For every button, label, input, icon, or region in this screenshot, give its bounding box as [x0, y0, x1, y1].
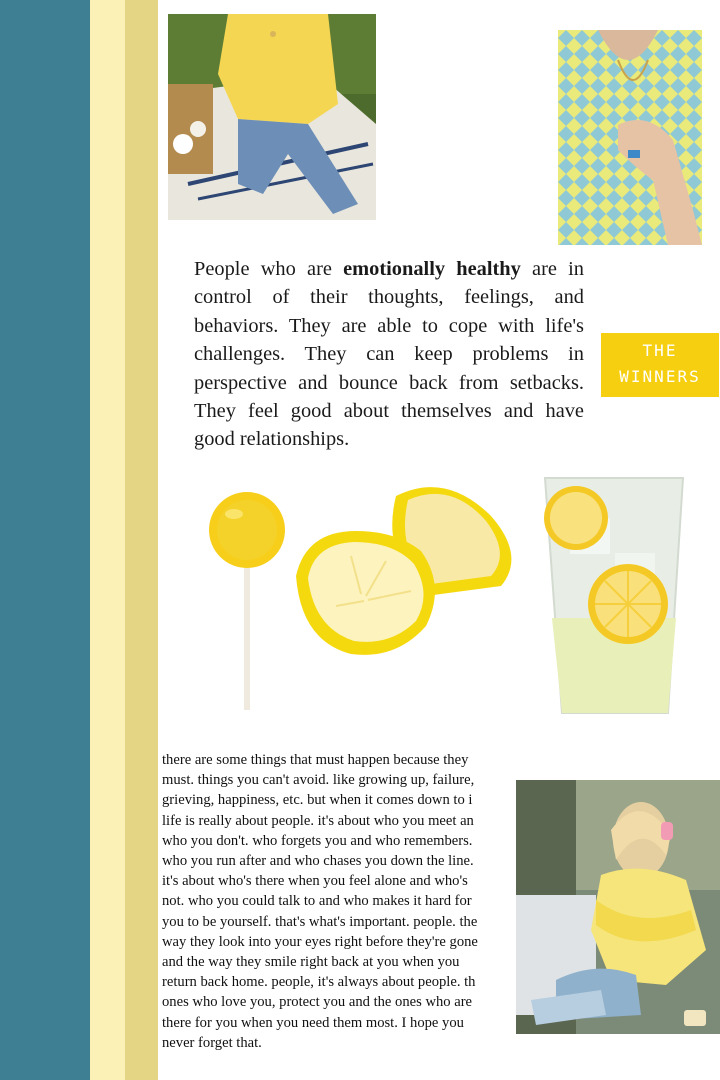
quote-lead: People who are [194, 258, 344, 280]
yellow-sweater-girl-photo [516, 780, 720, 1034]
lemonade-glass-image [540, 458, 688, 718]
badge-line-2: WINNERS [619, 367, 701, 386]
emotional-health-quote [194, 255, 584, 454]
argyle-cardigan-photo [558, 30, 702, 245]
lollipop-image [206, 492, 290, 710]
lemon-halves-image [296, 476, 520, 660]
cream-stripe [90, 0, 125, 1080]
quote-emphasis: emotionally healthy [343, 258, 521, 280]
teal-stripe [0, 0, 90, 1080]
picnic-photo [168, 14, 376, 220]
khaki-stripe [125, 0, 158, 1080]
quote-rest: are in control of their thoughts, feelings, and behaviors. They are able to cope with life's challenges. They can keep problems in perspective and bounce back from setbacks. They feel good about themselves and have good relationships. [194, 258, 584, 451]
the-winners-badge [601, 333, 719, 397]
people-story-text: there are some things that must happen because they must. things you can't avoid. like growing up, failure, grieving, happiness, etc. but when it comes down to i life is really about people. it's about who you meet an who you don't. who forgets you and who remembers. who you run after and who chases you down the line. it's about who's there when you feel alone and who's not. who you could talk to and who makes it hard for you to be yourself. that's what's important. people. the way they look into your eyes right before they're gone and the way they smile right back at you when you return back home. people, it's always about people. th ones who love you, protect you and the ones who are there for you when you need them most. I hope you never forget that. [162, 752, 478, 1051]
badge-line-1: THE [642, 341, 678, 360]
